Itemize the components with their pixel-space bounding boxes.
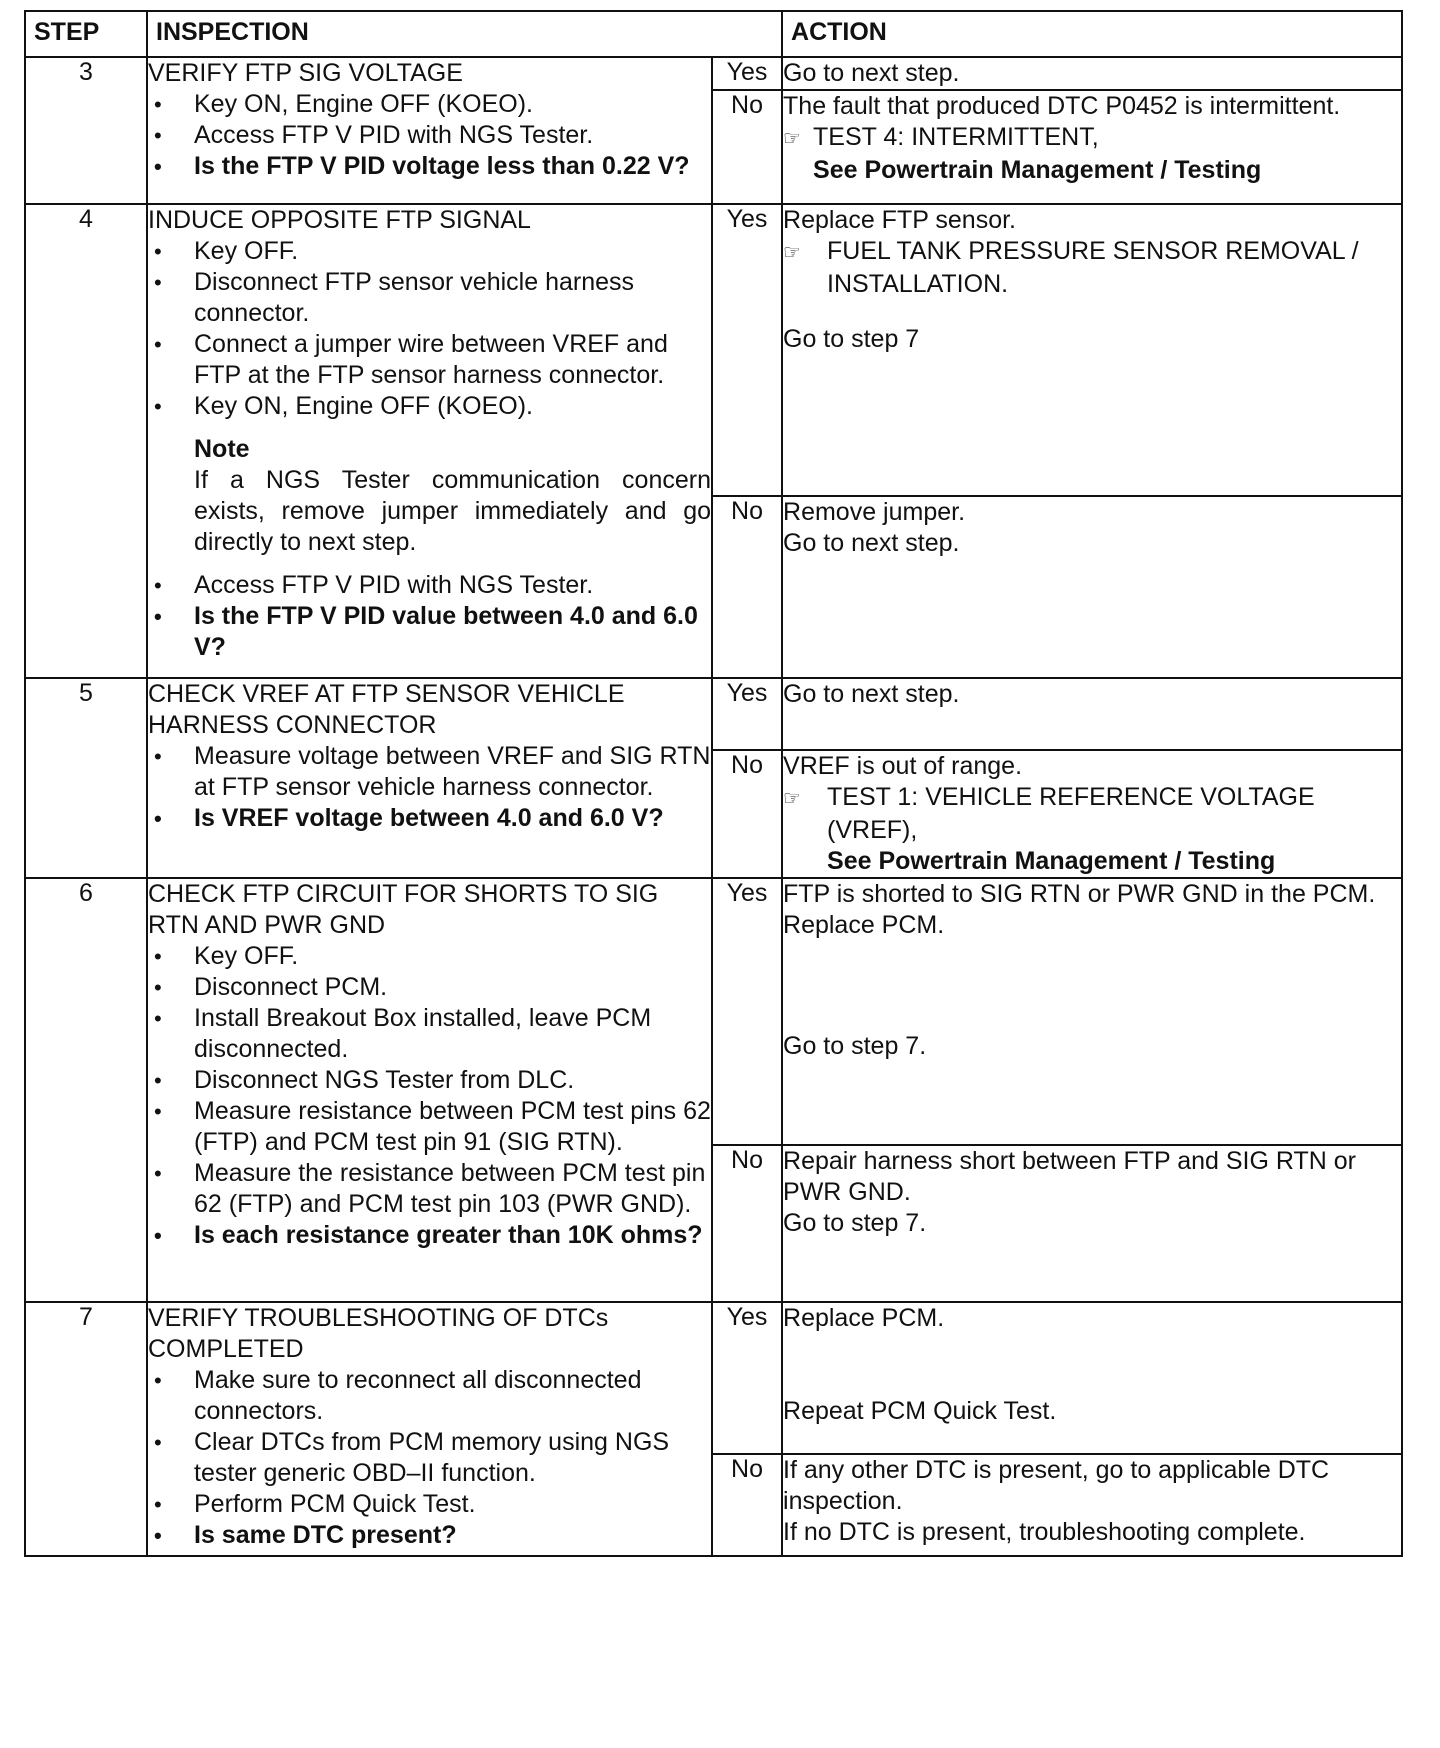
bullet-item: • Install Breakout Box installed, leave PCM disconnected. — [148, 1003, 711, 1065]
step-title: CHECK VREF AT FTP SENSOR VEHICLE HARNESS CONNECTOR — [148, 680, 625, 739]
step-number: 4 — [25, 204, 147, 678]
step-number: 3 — [25, 57, 147, 204]
action-text: Go to next step. — [783, 59, 960, 87]
bullet-list — [148, 89, 711, 182]
answer-yes: Yes — [712, 678, 782, 750]
header-step: STEP — [25, 11, 147, 57]
bullet-item: • Measure the resistance between PCM test pin 62 (FTP) and PCM test pin 103 (PWR GND). — [148, 1158, 711, 1220]
bullet-item: • Measure voltage between VREF and SIG RTN at FTP sensor vehicle harness connector. — [148, 741, 711, 803]
step-3-yes-row — [25, 57, 1402, 90]
reference-text: TEST 4: INTERMITTENT, — [813, 123, 1099, 151]
bullet-item: • Key OFF. — [148, 236, 711, 267]
bullet-list — [148, 741, 711, 834]
answer-yes: Yes — [712, 57, 782, 90]
step-title: INDUCE OPPOSITE FTP SIGNAL — [148, 206, 531, 234]
bullet-item: • Access FTP V PID with NGS Tester. — [148, 570, 711, 601]
bullet-item: • Measure resistance between PCM test pins 62 (FTP) and PCM test pin 91 (SIG RTN). — [148, 1096, 711, 1158]
bullet-list — [148, 570, 711, 663]
step-title: VERIFY TROUBLESHOOTING OF DTCs COMPLETED — [148, 1304, 609, 1363]
pointing-hand-icon: ☞ — [783, 788, 801, 810]
step-7-yes-row — [25, 1302, 1402, 1454]
header-action: ACTION — [782, 11, 1402, 57]
spacer — [783, 941, 1401, 1031]
action-yes — [782, 878, 1402, 1145]
action-text: If no DTC is present, troubleshooting complete. — [783, 1518, 1306, 1546]
answer-yes: Yes — [712, 878, 782, 1145]
step-number: 6 — [25, 878, 147, 1302]
action-text: Go to step 7 — [783, 325, 920, 353]
spacer — [783, 1334, 1401, 1396]
inspection-question: • Is each resistance greater than 10K ohms? — [148, 1220, 711, 1251]
reference-text: TEST 1: VEHICLE REFERENCE VOLTAGE (VREF), — [827, 783, 1315, 844]
step-4-yes-row — [25, 204, 1402, 496]
action-text: Repeat PCM Quick Test. — [783, 1397, 1057, 1425]
bullet-list — [148, 941, 711, 1251]
bullet-item: • Make sure to reconnect all disconnected connectors. — [148, 1365, 711, 1427]
step-number: 7 — [25, 1302, 147, 1556]
bullet-item: • Perform PCM Quick Test. — [148, 1489, 711, 1520]
action-text: VREF is out of range. — [783, 752, 1023, 780]
reference-link — [783, 122, 1401, 155]
inspection-question: • Is the FTP V PID value between 4.0 and 6.0 V? — [148, 601, 711, 663]
inspection-question: • Is same DTC present? — [148, 1520, 711, 1551]
action-text: Replace FTP sensor. — [783, 206, 1016, 234]
bullet-item: • Key OFF. — [148, 941, 711, 972]
answer-yes: Yes — [712, 1302, 782, 1454]
step-4-inspection — [147, 204, 712, 678]
answer-no: No — [712, 1145, 782, 1302]
step-number: 5 — [25, 678, 147, 878]
inspection-question: • Is VREF voltage between 4.0 and 6.0 V? — [148, 803, 711, 834]
action-text: Repair harness short between FTP and SIG RTN or PWR GND. — [783, 1147, 1356, 1206]
note-label: Note — [194, 435, 250, 463]
step-6-yes-row — [25, 878, 1402, 1145]
note-box — [148, 434, 711, 558]
pointing-hand-icon: ☞ — [783, 128, 801, 150]
action-yes — [782, 1302, 1402, 1454]
action-no — [782, 1454, 1402, 1556]
bullet-item: • Clear DTCs from PCM memory using NGS tester generic OBD–II function. — [148, 1427, 711, 1489]
step-7-inspection — [147, 1302, 712, 1556]
reference-text: FUEL TANK PRESSURE SENSOR REMOVAL / INSTALLATION. — [827, 237, 1359, 298]
action-text: Go to step 7. — [783, 1032, 927, 1060]
spacer — [783, 300, 1401, 324]
bullet-item: • Disconnect PCM. — [148, 972, 711, 1003]
inspection-question: • Is the FTP V PID voltage less than 0.22 V? — [148, 151, 711, 182]
action-no — [782, 90, 1402, 204]
action-text: Go to step 7. — [783, 1209, 927, 1237]
bullet-item: • Connect a jumper wire between VREF and FTP at the FTP sensor harness connector. — [148, 329, 711, 391]
action-no — [782, 496, 1402, 678]
action-text: The fault that produced DTC P0452 is intermittent. — [783, 92, 1341, 120]
answer-no: No — [712, 496, 782, 678]
action-yes — [782, 204, 1402, 496]
step-title: CHECK FTP CIRCUIT FOR SHORTS TO SIG RTN AND PWR GND — [148, 880, 659, 939]
bullet-item: • Key ON, Engine OFF (KOEO). — [148, 89, 711, 120]
procedure-table — [24, 10, 1403, 1557]
action-text: Go to next step. — [783, 680, 960, 708]
step-5-inspection — [147, 678, 712, 878]
bullet-list — [148, 236, 711, 422]
answer-no: No — [712, 90, 782, 204]
step-5-yes-row — [25, 678, 1402, 750]
action-text: Remove jumper. — [783, 498, 966, 526]
reference-section: See Powertrain Management / Testing — [813, 156, 1262, 184]
header-inspection: INSPECTION — [147, 11, 782, 57]
step-title: VERIFY FTP SIG VOLTAGE — [148, 59, 463, 87]
note-text: If a NGS Tester communication concern exists, remove jumper immediately and go directly to next step. — [194, 466, 711, 556]
action-text: Go to next step. — [783, 529, 960, 557]
action-yes — [782, 678, 1402, 750]
action-no — [782, 750, 1402, 878]
answer-yes: Yes — [712, 204, 782, 496]
reference-section: See Powertrain Management / Testing — [827, 847, 1276, 875]
reference-link — [783, 782, 1401, 846]
bullet-item: • Disconnect NGS Tester from DLC. — [148, 1065, 711, 1096]
step-3-inspection — [147, 57, 712, 204]
action-no — [782, 1145, 1402, 1302]
action-text: Replace PCM. — [783, 1304, 945, 1332]
action-text: Replace PCM. — [783, 911, 945, 939]
action-yes — [782, 57, 1402, 90]
diagnostic-procedure-sheet — [24, 10, 1401, 1557]
reference-link — [783, 236, 1401, 300]
bullet-item: • Disconnect FTP sensor vehicle harness connector. — [148, 267, 711, 329]
answer-no: No — [712, 1454, 782, 1556]
action-text: If any other DTC is present, go to applicable DTC inspection. — [783, 1456, 1330, 1515]
bullet-list — [148, 1365, 711, 1551]
header-row — [25, 11, 1402, 57]
answer-no: No — [712, 750, 782, 878]
bullet-item: • Key ON, Engine OFF (KOEO). — [148, 391, 711, 422]
action-text: FTP is shorted to SIG RTN or PWR GND in the PCM. — [783, 880, 1376, 908]
bullet-item: • Access FTP V PID with NGS Tester. — [148, 120, 711, 151]
pointing-hand-icon: ☞ — [783, 242, 801, 264]
step-6-inspection — [147, 878, 712, 1302]
